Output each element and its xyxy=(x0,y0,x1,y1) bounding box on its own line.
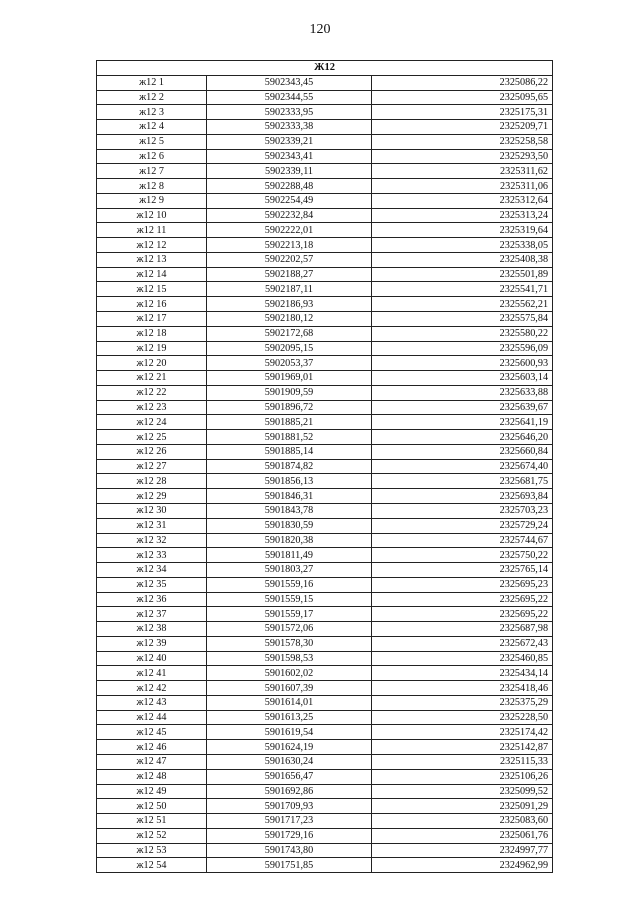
x-coordinate-cell: 5901578,30 xyxy=(207,636,372,651)
y-coordinate-cell: 2325641,19 xyxy=(372,415,553,430)
point-name-cell: ж12 30 xyxy=(97,503,207,518)
x-coordinate-cell: 5902202,57 xyxy=(207,252,372,267)
point-name-cell: ж12 45 xyxy=(97,725,207,740)
y-coordinate-cell: 2325703,23 xyxy=(372,503,553,518)
x-coordinate-cell: 5901846,31 xyxy=(207,489,372,504)
x-coordinate-cell: 5902172,68 xyxy=(207,326,372,341)
point-name-cell: ж12 22 xyxy=(97,385,207,400)
point-name-cell: ж12 2 xyxy=(97,90,207,105)
x-coordinate-cell: 5901602,02 xyxy=(207,666,372,681)
point-name-cell: ж12 10 xyxy=(97,208,207,223)
x-coordinate-cell: 5901743,80 xyxy=(207,843,372,858)
table-row xyxy=(97,784,553,799)
x-coordinate-cell: 5902232,84 xyxy=(207,208,372,223)
table-row xyxy=(97,430,553,445)
point-name-cell: ж12 29 xyxy=(97,489,207,504)
point-name-cell: ж12 28 xyxy=(97,474,207,489)
coordinates-table xyxy=(96,60,553,873)
table-row xyxy=(97,223,553,238)
table-row xyxy=(97,208,553,223)
y-coordinate-cell: 2325099,52 xyxy=(372,784,553,799)
table-row xyxy=(97,725,553,740)
x-coordinate-cell: 5901607,39 xyxy=(207,681,372,696)
y-coordinate-cell: 2325603,14 xyxy=(372,371,553,386)
table-row xyxy=(97,769,553,784)
y-coordinate-cell: 2325319,64 xyxy=(372,223,553,238)
y-coordinate-cell: 2325091,29 xyxy=(372,799,553,814)
x-coordinate-cell: 5901881,52 xyxy=(207,430,372,445)
table-row xyxy=(97,400,553,415)
table-row xyxy=(97,858,553,873)
x-coordinate-cell: 5901874,82 xyxy=(207,459,372,474)
x-coordinate-cell: 5901885,14 xyxy=(207,444,372,459)
point-name-cell: ж12 36 xyxy=(97,592,207,607)
table-row xyxy=(97,577,553,592)
y-coordinate-cell: 2325418,46 xyxy=(372,681,553,696)
table-row xyxy=(97,120,553,135)
table-row xyxy=(97,489,553,504)
point-name-cell: ж12 23 xyxy=(97,400,207,415)
y-coordinate-cell: 2325639,67 xyxy=(372,400,553,415)
y-coordinate-cell: 2325695,22 xyxy=(372,592,553,607)
x-coordinate-cell: 5902343,45 xyxy=(207,75,372,90)
point-name-cell: ж12 47 xyxy=(97,754,207,769)
x-coordinate-cell: 5901885,21 xyxy=(207,415,372,430)
x-coordinate-cell: 5902339,21 xyxy=(207,134,372,149)
y-coordinate-cell: 2325106,26 xyxy=(372,769,553,784)
y-coordinate-cell: 2325115,33 xyxy=(372,754,553,769)
table-row xyxy=(97,164,553,179)
y-coordinate-cell: 2325633,88 xyxy=(372,385,553,400)
table-row xyxy=(97,238,553,253)
table-row xyxy=(97,415,553,430)
y-coordinate-cell: 2324997,77 xyxy=(372,843,553,858)
x-coordinate-cell: 5901559,17 xyxy=(207,607,372,622)
table-row xyxy=(97,282,553,297)
y-coordinate-cell: 2325408,38 xyxy=(372,252,553,267)
y-coordinate-cell: 2325142,87 xyxy=(372,740,553,755)
point-name-cell: ж12 26 xyxy=(97,444,207,459)
x-coordinate-cell: 5901729,16 xyxy=(207,828,372,843)
table-row xyxy=(97,828,553,843)
y-coordinate-cell: 2325695,22 xyxy=(372,607,553,622)
point-name-cell: ж12 32 xyxy=(97,533,207,548)
point-name-cell: ж12 3 xyxy=(97,105,207,120)
point-name-cell: ж12 17 xyxy=(97,312,207,327)
y-coordinate-cell: 2325541,71 xyxy=(372,282,553,297)
point-name-cell: ж12 53 xyxy=(97,843,207,858)
y-coordinate-cell: 2324962,99 xyxy=(372,858,553,873)
y-coordinate-cell: 2325086,22 xyxy=(372,75,553,90)
x-coordinate-cell: 5902213,18 xyxy=(207,238,372,253)
point-name-cell: ж12 14 xyxy=(97,267,207,282)
y-coordinate-cell: 2325311,06 xyxy=(372,179,553,194)
table-header-row xyxy=(97,61,553,76)
point-name-cell: ж12 54 xyxy=(97,858,207,873)
point-name-cell: ж12 12 xyxy=(97,238,207,253)
y-coordinate-cell: 2325312,64 xyxy=(372,193,553,208)
table-row xyxy=(97,814,553,829)
table-row xyxy=(97,710,553,725)
x-coordinate-cell: 5902187,11 xyxy=(207,282,372,297)
point-name-cell: ж12 25 xyxy=(97,430,207,445)
x-coordinate-cell: 5901614,01 xyxy=(207,695,372,710)
x-coordinate-cell: 5901830,59 xyxy=(207,518,372,533)
point-name-cell: ж12 37 xyxy=(97,607,207,622)
y-coordinate-cell: 2325501,89 xyxy=(372,267,553,282)
x-coordinate-cell: 5902222,01 xyxy=(207,223,372,238)
y-coordinate-cell: 2325293,50 xyxy=(372,149,553,164)
y-coordinate-cell: 2325095,65 xyxy=(372,90,553,105)
y-coordinate-cell: 2325660,84 xyxy=(372,444,553,459)
x-coordinate-cell: 5901559,15 xyxy=(207,592,372,607)
x-coordinate-cell: 5901803,27 xyxy=(207,563,372,578)
table-row xyxy=(97,149,553,164)
x-coordinate-cell: 5901656,47 xyxy=(207,769,372,784)
y-coordinate-cell: 2325646,20 xyxy=(372,430,553,445)
x-coordinate-cell: 5902344,55 xyxy=(207,90,372,105)
y-coordinate-cell: 2325083,60 xyxy=(372,814,553,829)
y-coordinate-cell: 2325228,50 xyxy=(372,710,553,725)
point-name-cell: ж12 41 xyxy=(97,666,207,681)
x-coordinate-cell: 5901572,06 xyxy=(207,622,372,637)
table-row xyxy=(97,740,553,755)
table-row xyxy=(97,297,553,312)
y-coordinate-cell: 2325600,93 xyxy=(372,356,553,371)
x-coordinate-cell: 5902254,49 xyxy=(207,193,372,208)
point-name-cell: ж12 46 xyxy=(97,740,207,755)
table-row xyxy=(97,503,553,518)
x-coordinate-cell: 5901559,16 xyxy=(207,577,372,592)
x-coordinate-cell: 5902333,38 xyxy=(207,120,372,135)
table-row xyxy=(97,179,553,194)
table-row xyxy=(97,90,553,105)
x-coordinate-cell: 5901613,25 xyxy=(207,710,372,725)
y-coordinate-cell: 2325311,62 xyxy=(372,164,553,179)
table-row xyxy=(97,193,553,208)
y-coordinate-cell: 2325313,24 xyxy=(372,208,553,223)
table-row xyxy=(97,341,553,356)
point-name-cell: ж12 31 xyxy=(97,518,207,533)
table-row xyxy=(97,548,553,563)
x-coordinate-cell: 5901843,78 xyxy=(207,503,372,518)
y-coordinate-cell: 2325338,05 xyxy=(372,238,553,253)
point-name-cell: ж12 43 xyxy=(97,695,207,710)
y-coordinate-cell: 2325174,42 xyxy=(372,725,553,740)
y-coordinate-cell: 2325209,71 xyxy=(372,120,553,135)
y-coordinate-cell: 2325175,31 xyxy=(372,105,553,120)
table-row xyxy=(97,75,553,90)
y-coordinate-cell: 2325695,23 xyxy=(372,577,553,592)
point-name-cell: ж12 48 xyxy=(97,769,207,784)
table-row xyxy=(97,695,553,710)
x-coordinate-cell: 5901811,49 xyxy=(207,548,372,563)
y-coordinate-cell: 2325061,76 xyxy=(372,828,553,843)
point-name-cell: ж12 6 xyxy=(97,149,207,164)
point-name-cell: ж12 39 xyxy=(97,636,207,651)
x-coordinate-cell: 5901856,13 xyxy=(207,474,372,489)
point-name-cell: ж12 44 xyxy=(97,710,207,725)
point-name-cell: ж12 20 xyxy=(97,356,207,371)
point-name-cell: ж12 13 xyxy=(97,252,207,267)
table-row xyxy=(97,607,553,622)
x-coordinate-cell: 5901909,59 xyxy=(207,385,372,400)
table-row xyxy=(97,651,553,666)
y-coordinate-cell: 2325729,24 xyxy=(372,518,553,533)
point-name-cell: ж12 5 xyxy=(97,134,207,149)
table-row xyxy=(97,799,553,814)
table-row xyxy=(97,533,553,548)
x-coordinate-cell: 5902095,15 xyxy=(207,341,372,356)
point-name-cell: ж12 8 xyxy=(97,179,207,194)
y-coordinate-cell: 2325744,67 xyxy=(372,533,553,548)
point-name-cell: ж12 9 xyxy=(97,193,207,208)
table-row xyxy=(97,563,553,578)
table-row xyxy=(97,622,553,637)
table-row xyxy=(97,105,553,120)
x-coordinate-cell: 5902180,12 xyxy=(207,312,372,327)
table-row xyxy=(97,371,553,386)
table-row xyxy=(97,267,553,282)
point-name-cell: ж12 27 xyxy=(97,459,207,474)
x-coordinate-cell: 5901717,23 xyxy=(207,814,372,829)
y-coordinate-cell: 2325575,84 xyxy=(372,312,553,327)
y-coordinate-cell: 2325750,22 xyxy=(372,548,553,563)
point-name-cell: ж12 21 xyxy=(97,371,207,386)
y-coordinate-cell: 2325460,85 xyxy=(372,651,553,666)
point-name-cell: ж12 7 xyxy=(97,164,207,179)
table-row xyxy=(97,666,553,681)
x-coordinate-cell: 5901820,38 xyxy=(207,533,372,548)
y-coordinate-cell: 2325434,14 xyxy=(372,666,553,681)
point-name-cell: ж12 35 xyxy=(97,577,207,592)
y-coordinate-cell: 2325672,43 xyxy=(372,636,553,651)
y-coordinate-cell: 2325375,29 xyxy=(372,695,553,710)
table-row xyxy=(97,474,553,489)
page-number: 120 xyxy=(309,22,331,37)
x-coordinate-cell: 5901692,86 xyxy=(207,784,372,799)
x-coordinate-cell: 5902288,48 xyxy=(207,179,372,194)
point-name-cell: ж12 34 xyxy=(97,563,207,578)
table-row xyxy=(97,459,553,474)
table-row xyxy=(97,312,553,327)
table-row xyxy=(97,134,553,149)
y-coordinate-cell: 2325562,21 xyxy=(372,297,553,312)
x-coordinate-cell: 5901619,54 xyxy=(207,725,372,740)
x-coordinate-cell: 5901630,24 xyxy=(207,754,372,769)
point-name-cell: ж12 33 xyxy=(97,548,207,563)
table-row xyxy=(97,843,553,858)
x-coordinate-cell: 5902188,27 xyxy=(207,267,372,282)
x-coordinate-cell: 5901709,93 xyxy=(207,799,372,814)
point-name-cell: ж12 50 xyxy=(97,799,207,814)
x-coordinate-cell: 5901624,19 xyxy=(207,740,372,755)
table-row xyxy=(97,356,553,371)
point-name-cell: ж12 52 xyxy=(97,828,207,843)
point-name-cell: ж12 51 xyxy=(97,814,207,829)
x-coordinate-cell: 5902333,95 xyxy=(207,105,372,120)
table-row xyxy=(97,326,553,341)
point-name-cell: ж12 19 xyxy=(97,341,207,356)
point-name-cell: ж12 15 xyxy=(97,282,207,297)
x-coordinate-cell: 5901751,85 xyxy=(207,858,372,873)
y-coordinate-cell: 2325681,75 xyxy=(372,474,553,489)
y-coordinate-cell: 2325693,84 xyxy=(372,489,553,504)
y-coordinate-cell: 2325596,09 xyxy=(372,341,553,356)
x-coordinate-cell: 5901598,53 xyxy=(207,651,372,666)
table-row xyxy=(97,385,553,400)
point-name-cell: ж12 16 xyxy=(97,297,207,312)
y-coordinate-cell: 2325765,14 xyxy=(372,563,553,578)
x-coordinate-cell: 5902339,11 xyxy=(207,164,372,179)
y-coordinate-cell: 2325580,22 xyxy=(372,326,553,341)
table-row xyxy=(97,681,553,696)
table-row xyxy=(97,754,553,769)
table-row xyxy=(97,444,553,459)
point-name-cell: ж12 11 xyxy=(97,223,207,238)
x-coordinate-cell: 5901896,72 xyxy=(207,400,372,415)
table-row xyxy=(97,636,553,651)
point-name-cell: ж12 18 xyxy=(97,326,207,341)
point-name-cell: ж12 24 xyxy=(97,415,207,430)
table-row xyxy=(97,518,553,533)
point-name-cell: ж12 49 xyxy=(97,784,207,799)
table-title: Ж12 xyxy=(97,61,553,76)
point-name-cell: ж12 1 xyxy=(97,75,207,90)
point-name-cell: ж12 4 xyxy=(97,120,207,135)
x-coordinate-cell: 5902186,93 xyxy=(207,297,372,312)
x-coordinate-cell: 5902053,37 xyxy=(207,356,372,371)
table-row xyxy=(97,592,553,607)
y-coordinate-cell: 2325258,58 xyxy=(372,134,553,149)
point-name-cell: ж12 38 xyxy=(97,622,207,637)
table-body xyxy=(97,75,553,872)
x-coordinate-cell: 5901969,01 xyxy=(207,371,372,386)
y-coordinate-cell: 2325674,40 xyxy=(372,459,553,474)
table-row xyxy=(97,252,553,267)
x-coordinate-cell: 5902343,41 xyxy=(207,149,372,164)
y-coordinate-cell: 2325687,98 xyxy=(372,622,553,637)
point-name-cell: ж12 42 xyxy=(97,681,207,696)
point-name-cell: ж12 40 xyxy=(97,651,207,666)
